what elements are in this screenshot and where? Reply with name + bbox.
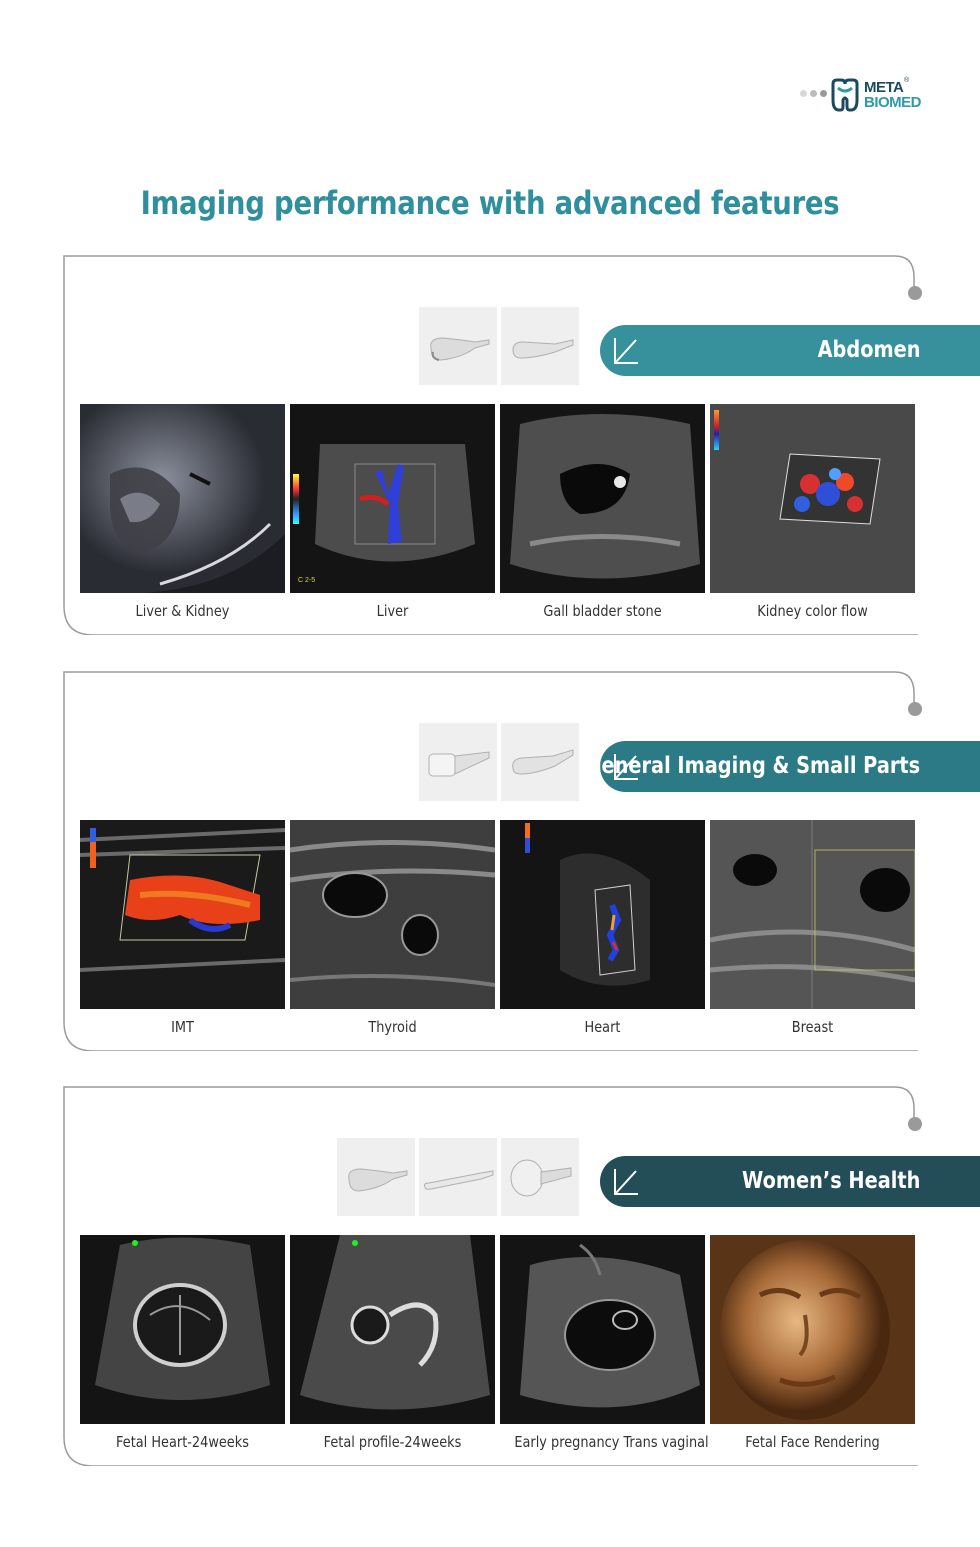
- image-caption: Fetal Face Rendering: [745, 1433, 880, 1451]
- ultrasound-gallbladder-icon: [500, 404, 705, 593]
- meta-biomed-logo-mark-icon: [830, 78, 860, 112]
- convex-probe-icon: [337, 1138, 415, 1216]
- image-caption: Kidney color flow: [757, 602, 868, 620]
- image-caption: Liver & Kidney: [135, 602, 230, 620]
- meta-biomed-logo: [800, 76, 930, 116]
- ultrasound-thyroid-icon: [290, 820, 495, 1009]
- linear-probe-icon: [419, 723, 497, 801]
- chart-corner-icon: [612, 1167, 640, 1197]
- logo-registered: ®: [904, 77, 910, 84]
- ultrasound-early-pregnancy-icon: [500, 1235, 705, 1424]
- ultrasound-fetal-profile-icon: [290, 1235, 495, 1424]
- image-caption: Liver: [376, 602, 409, 620]
- image-caption: Fetal profile-24weeks: [323, 1433, 462, 1451]
- section-banner: [600, 325, 980, 376]
- image-caption: Heart: [584, 1018, 621, 1036]
- image-caption: Fetal Heart-24weeks: [116, 1433, 249, 1451]
- section-title: Women’s Health: [741, 1168, 920, 1194]
- micro-convex-probe-icon: [501, 723, 579, 801]
- caption-row: [80, 1018, 915, 1036]
- section-banner: [585, 741, 980, 792]
- section-womens-health: [63, 1086, 923, 1466]
- image-caption: IMT: [171, 1018, 194, 1036]
- image-caption: Early pregnancy Trans vaginal: [514, 1433, 709, 1451]
- caption-row: [80, 1433, 915, 1451]
- convex-probe-icon: [419, 307, 497, 385]
- ultrasound-heart-color-icon: [500, 820, 705, 1009]
- page-title: Imaging performance with advanced features: [140, 184, 840, 222]
- micro-convex-probe-icon: [501, 307, 579, 385]
- logo-dots: [800, 90, 827, 97]
- ultrasound-liver-kidney-icon: [80, 404, 285, 593]
- probe-list: [419, 307, 579, 385]
- probe-list: [337, 1138, 579, 1216]
- image-caption: Gall bladder stone: [543, 602, 662, 620]
- ultrasound-breast-icon: [710, 820, 915, 1009]
- probe-list: [419, 723, 579, 801]
- endocavity-probe-icon: [419, 1138, 497, 1216]
- section-title: Abdomen: [817, 337, 920, 363]
- logo-word-meta: META: [864, 79, 904, 96]
- svg-text:C 2-5: C 2-5: [298, 577, 316, 584]
- volume-probe-icon: [501, 1138, 579, 1216]
- section-general-imaging: [63, 671, 923, 1051]
- image-row: [80, 820, 915, 1009]
- image-caption: Breast: [791, 1018, 834, 1036]
- section-title: General Imaging & Small Parts: [585, 753, 920, 779]
- logo-word-biomed: BIOMED: [864, 94, 921, 111]
- ultrasound-liver-color-doppler-icon: [290, 404, 495, 593]
- ultrasound-carotid-color-icon: [80, 820, 285, 1009]
- chart-corner-icon: [612, 336, 640, 366]
- section-abdomen: [63, 255, 923, 635]
- image-caption: Thyroid: [368, 1018, 417, 1036]
- caption-row: [80, 602, 915, 620]
- image-row: [80, 1235, 915, 1424]
- image-row: [80, 404, 915, 593]
- section-banner: [600, 1156, 980, 1207]
- ultrasound-fetal-heart-icon: [80, 1235, 285, 1424]
- ultrasound-kidney-color-flow-icon: [710, 404, 915, 593]
- ultrasound-3d-fetal-face-icon: [710, 1235, 915, 1424]
